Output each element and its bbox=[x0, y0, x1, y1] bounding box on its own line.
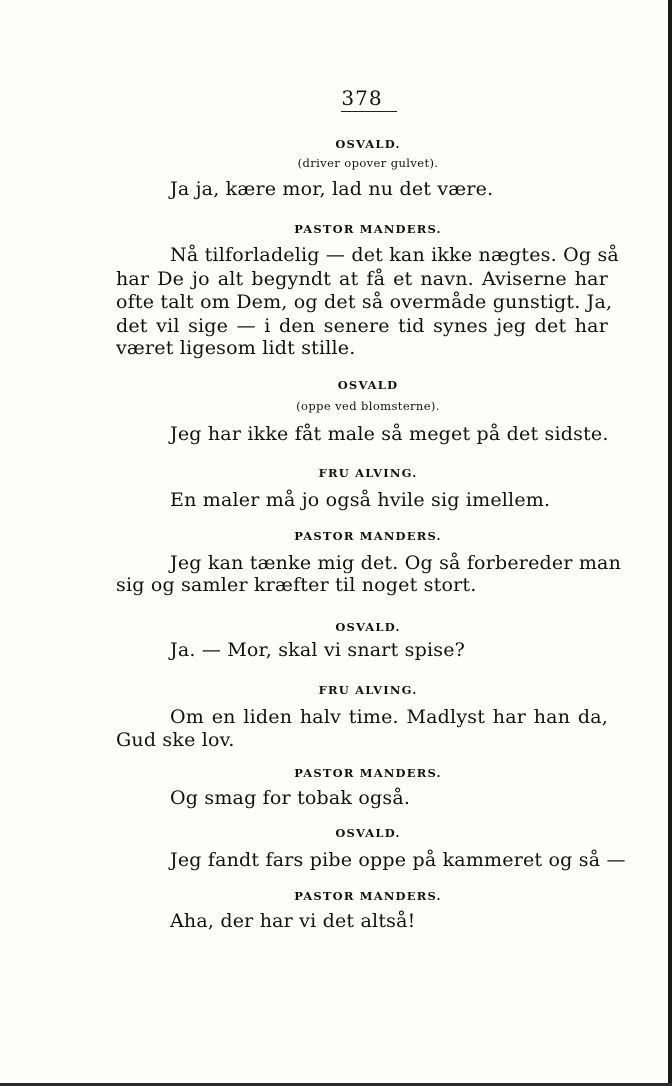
speaker-name: OSVALD. bbox=[335, 620, 401, 634]
dialogue-line: Og smag for tobak også. bbox=[170, 787, 411, 809]
page-number: 378 bbox=[341, 86, 383, 110]
dialogue-line: Om en liden halv time. Madlyst har han da, bbox=[170, 706, 608, 728]
dialogue-line: været ligesom lidt stille. bbox=[116, 337, 356, 359]
dialogue-line: Ja. — Mor, skal vi snart spise? bbox=[170, 639, 466, 661]
dialogue-line: Gud ske lov. bbox=[116, 729, 235, 751]
stage-direction: (oppe ved blomsterne). bbox=[296, 399, 440, 413]
speaker-name: OSVALD. bbox=[335, 137, 401, 151]
page-number-rule bbox=[341, 111, 397, 112]
speaker-name: FRU ALVING. bbox=[318, 466, 418, 480]
dialogue-line: sig og samler kræfter til noget stort. bbox=[116, 574, 477, 596]
dialogue-line: det vil sige — i den senere tid synes jeg det har bbox=[116, 315, 608, 337]
dialogue-line: Ja ja, kære mor, lad nu det være. bbox=[170, 178, 494, 200]
dialogue-line: ofte talt om Dem, og det så overmåde gunstigt. Ja, bbox=[116, 291, 613, 313]
speaker-name: OSVALD bbox=[337, 378, 399, 392]
speaker-name: PASTOR MANDERS. bbox=[294, 222, 442, 236]
dialogue-line: Aha, der har vi det altså! bbox=[170, 910, 416, 932]
dialogue-line: Jeg kan tænke mig det. Og så forbereder man bbox=[170, 552, 622, 574]
dialogue-line: Jeg har ikke fåt male så meget på det sidste. bbox=[170, 423, 609, 445]
speaker-name: PASTOR MANDERS. bbox=[294, 889, 442, 903]
speaker-name: OSVALD. bbox=[335, 826, 401, 840]
speaker-name: PASTOR MANDERS. bbox=[294, 529, 442, 543]
dialogue-line: har De jo alt begyndt at få et navn. Aviserne har bbox=[116, 268, 608, 290]
speaker-name: FRU ALVING. bbox=[318, 683, 418, 697]
speaker-name: PASTOR MANDERS. bbox=[294, 766, 442, 780]
dialogue-line: Nå tilforladelig — det kan ikke nægtes. Og så bbox=[170, 244, 619, 266]
dialogue-line: Jeg fandt fars pibe oppe på kammeret og så — bbox=[170, 849, 626, 871]
dialogue-line: En maler må jo også hvile sig imellem. bbox=[170, 489, 551, 511]
stage-direction: (driver opover gulvet). bbox=[297, 156, 439, 170]
